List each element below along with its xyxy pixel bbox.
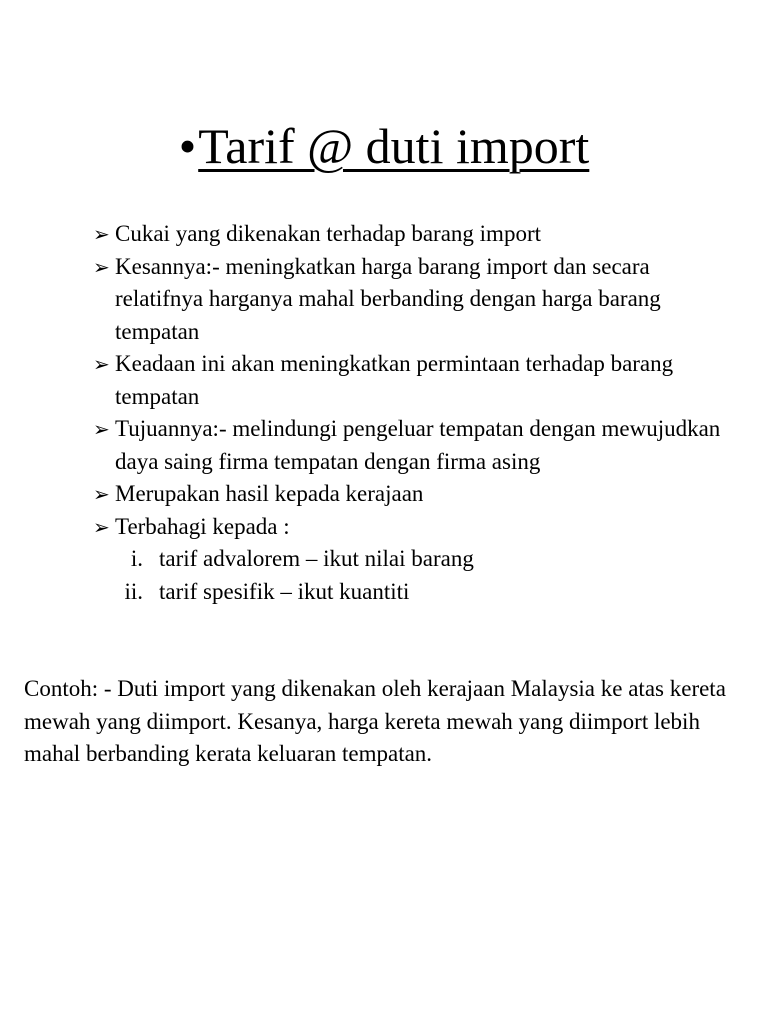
title-text: Tarif @ duti import <box>198 118 590 174</box>
bullet-text: Merupakan hasil kepada kerajaan <box>115 481 424 506</box>
bullet-text: Tujuannya:- melindungi pengeluar tempatan dengan mewujudkan daya saing firma tempatan dengan firma asing <box>115 416 721 474</box>
bullet-item <box>93 218 733 251</box>
bullet-list <box>93 218 733 608</box>
bullet-text: Cukai yang dikenakan terhadap barang import <box>115 221 541 246</box>
example-paragraph: Contoh: - Duti import yang dikenakan oleh kerajaan Malaysia ke atas kereta mewah yang diimport. Kesanya, harga kereta mewah yang diimport lebih mahal berbanding kerata keluaran tempatan. <box>24 676 726 766</box>
sub-list-item <box>115 543 733 576</box>
arrow-bullet-icon: ➢ <box>93 352 110 376</box>
bullet-item <box>93 478 733 511</box>
arrow-bullet-icon: ➢ <box>93 514 110 539</box>
roman-numeral: ii. <box>124 578 143 604</box>
sub-item-text: tarif spesifik – ikut kuantiti <box>159 578 410 604</box>
bullet-item <box>93 348 733 413</box>
bullet-item <box>93 251 733 349</box>
bullet-text: Terbahagi kepada : <box>115 513 290 539</box>
arrow-bullet-icon: ➢ <box>93 482 110 506</box>
sub-item-text: tarif advalorem – ikut nilai barang <box>159 546 474 571</box>
sub-list-item <box>115 576 733 609</box>
arrow-bullet-icon: ➢ <box>93 222 110 246</box>
arrow-bullet-icon: ➢ <box>93 254 110 279</box>
roman-numeral: i. <box>130 546 143 571</box>
bullet-item <box>93 413 733 478</box>
bullet-text: Kesannya:- meningkatkan harga barang import dan secara relatifnya harganya mahal berbanding dengan harga barang tempatan <box>115 253 661 344</box>
bullet-item <box>93 511 733 609</box>
arrow-bullet-icon: ➢ <box>93 417 110 441</box>
bullet-text: Keadaan ini akan meningkatkan permintaan terhadap barang tempatan <box>115 351 674 409</box>
title-bullet: • <box>178 118 197 174</box>
page-title <box>0 116 768 176</box>
sub-list <box>115 543 733 608</box>
